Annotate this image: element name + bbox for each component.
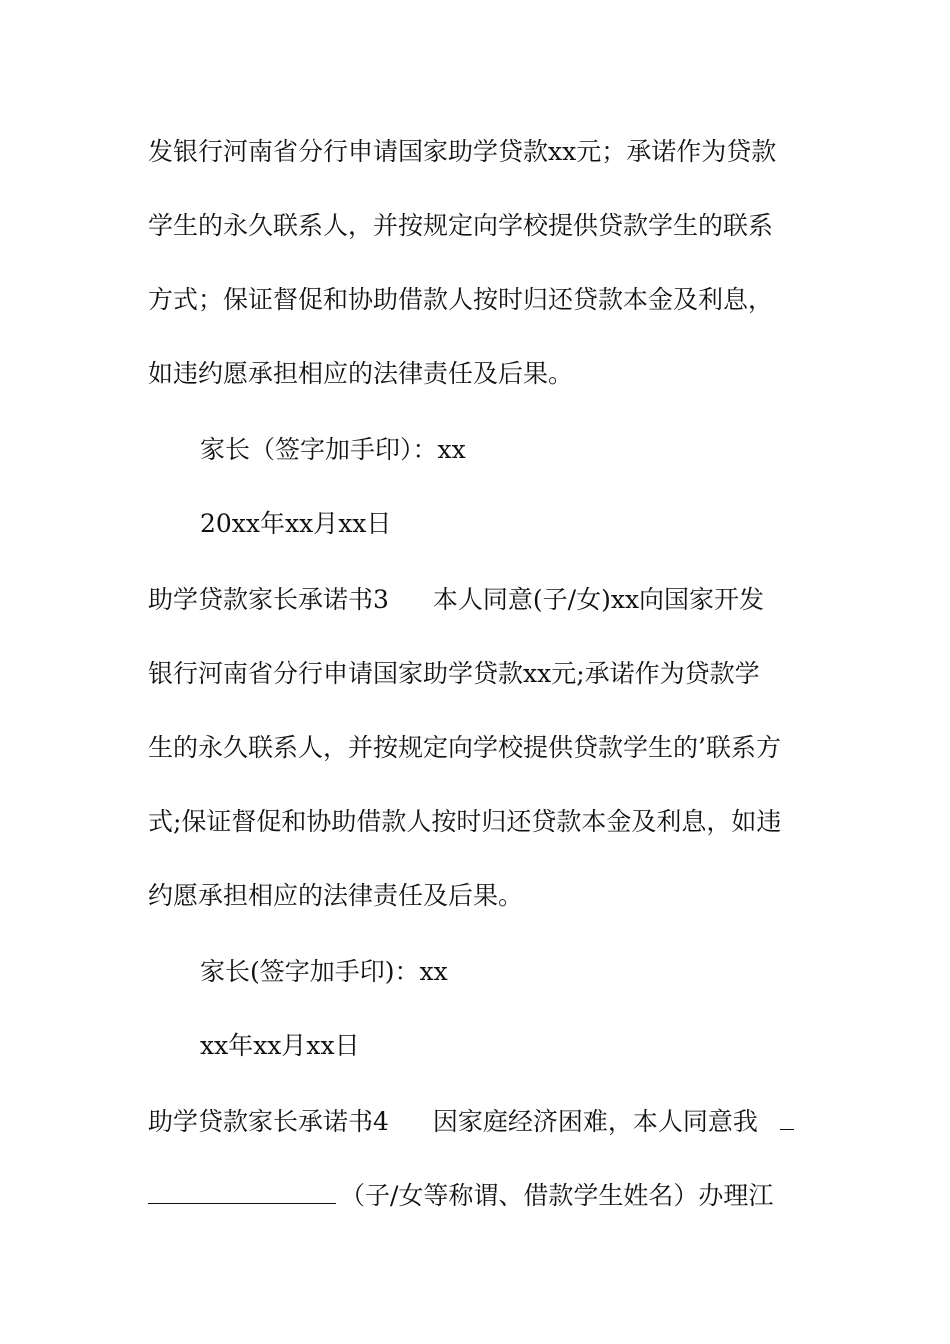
date-line: 20xx年xx月xx日 bbox=[200, 509, 392, 538]
paragraph-line: 式;保证督促和协助借款人按时归还贷款本金及利息，如违 bbox=[148, 807, 782, 836]
date-line: xx年xx月xx日 bbox=[200, 1031, 360, 1060]
paragraph-text: （子/女等称谓、借款学生姓名）办理江 bbox=[340, 1181, 774, 1210]
section-lead-text: 因家庭经济困难，本人同意我 bbox=[432, 1107, 758, 1136]
section-heading-row bbox=[148, 584, 764, 616]
section-title: 助学贷款家长承诺书4 bbox=[148, 1107, 389, 1136]
section-lead-text: 本人同意(子/女)xx向国家开发 bbox=[432, 585, 765, 614]
paragraph-line: 约愿承担相应的法律责任及后果。 bbox=[148, 881, 524, 910]
signature-line: 家长(签字加手印)：xx bbox=[200, 957, 448, 986]
section-title: 助学贷款家长承诺书3 bbox=[148, 585, 389, 614]
paragraph-line: 生的永久联系人，并按规定向学校提供贷款学生的’联系方 bbox=[148, 733, 781, 762]
paragraph-line: 银行河南省分行申请国家助学贷款xx元;承诺作为贷款学 bbox=[148, 659, 760, 688]
paragraph-line: 方式；保证督促和协助借款人按时归还贷款本金及利息， bbox=[148, 285, 774, 314]
fill-in-blank bbox=[148, 1181, 336, 1204]
paragraph-line: 学生的永久联系人，并按规定向学校提供贷款学生的联系 bbox=[148, 211, 774, 240]
paragraph-line bbox=[148, 1180, 773, 1212]
fill-in-blank bbox=[780, 1107, 794, 1130]
paragraph-line: 发银行河南省分行申请国家助学贷款xx元；承诺作为贷款 bbox=[148, 137, 777, 166]
signature-line: 家长（签字加手印）：xx bbox=[200, 435, 466, 464]
paragraph-line: 如违约愿承担相应的法律责任及后果。 bbox=[148, 359, 574, 388]
section-heading-row bbox=[148, 1106, 794, 1138]
